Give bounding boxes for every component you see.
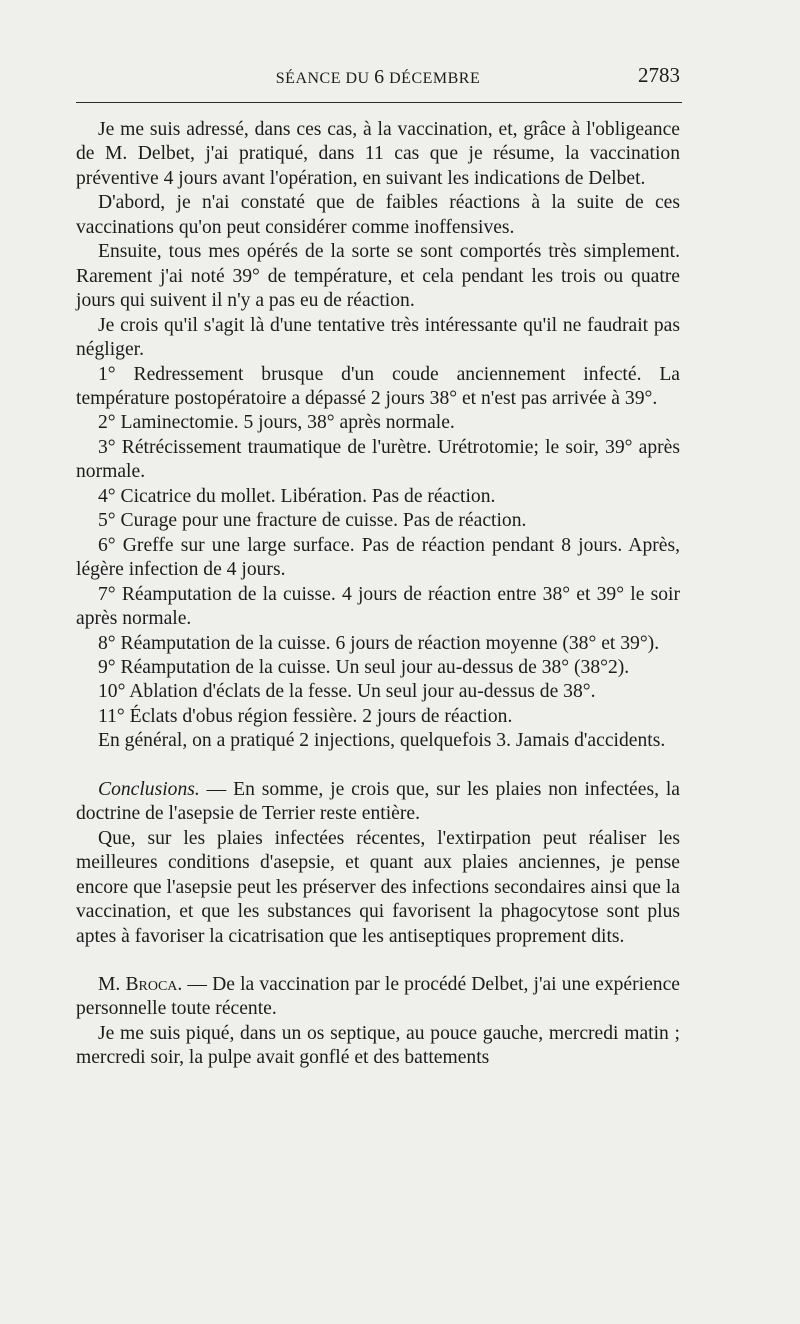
paragraph: Je me suis adressé, dans ces cas, à la vaccination, et, grâce à l'obligeance de M. Delbet, j'ai pratiqué, dans 11 cas que je résume, la vaccination préventive 4 jours avant l'opération, en suivant les indications de Delbet.: [76, 119, 680, 189]
paragraph: Je me suis piqué, dans un os septique, au pouce gauche, mercredi matin ; mercredi soir, la pulpe avait gonflé et des battements: [76, 1022, 680, 1069]
page-number: 2783: [638, 63, 680, 87]
section-gap: [76, 949, 680, 973]
case-item: 10° Ablation d'éclats de la fesse. Un seul jour au-dessus de 38°.: [98, 681, 596, 703]
paragraph: Je crois qu'il s'agit là d'une tentative très intéressante qu'il ne faudrait pas négliger.: [76, 314, 680, 361]
paragraph: Que, sur les plaies infectées récentes, l'extirpation peut réaliser les meilleures conditions d'asepsie, et quant aux plaies anciennes, je pense encore que l'asepsie peut les préserver des infections secondaires ainsi que la vaccination, et que les substances qui favorisent la phagocytose sont plus aptes à favoriser la cicatrisation que les antiseptiques proprement dits.: [76, 827, 680, 947]
paragraph: Ensuite, tous mes opérés de la sorte se sont comportés très simplement. Rarement j'ai noté 39° de température, et cela pendant les trois ou quatre jours qui suivent il n'y a pas eu de réaction.: [76, 241, 680, 312]
case-item: 2° Laminectomie. 5 jours, 38° après normale.: [98, 412, 455, 434]
paragraph: En général, on a pratiqué 2 injections, quelquefois 3. Jamais d'accidents.: [98, 730, 666, 752]
speaker-name: Broca: [125, 973, 178, 995]
case-item: 5° Curage pour une fracture de cuisse. Pas de réaction.: [98, 510, 527, 532]
header-rule: [76, 102, 682, 103]
broca-paragraph: M. Broca. — De la vaccination par le procédé Delbet, j'ai une expérience personnelle toute récente.: [76, 973, 680, 1020]
running-header: [76, 62, 680, 92]
case-item: 6° Greffe sur une large surface. Pas de réaction pendant 8 jours. Après, légère infection de 4 jours.: [76, 534, 680, 581]
conclusions-paragraph: Conclusions. — En somme, je crois que, sur les plaies non infectées, la doctrine de l'asepsie de Terrier reste entière.: [76, 778, 680, 825]
case-item: 11° Éclats d'obus région fessière. 2 jours de réaction.: [98, 705, 513, 727]
section-gap: [76, 754, 680, 778]
case-item: 7° Réamputation de la cuisse. 4 jours de réaction entre 38° et 39° le soir après normale.: [76, 583, 680, 630]
text-body: [76, 118, 680, 1071]
header-title: SÉANCE DU 6 DÉCEMBRE: [275, 65, 481, 88]
case-item: 4° Cicatrice du mollet. Libération. Pas de réaction.: [98, 485, 496, 507]
case-item: 8° Réamputation de la cuisse. 6 jours de réaction moyenne (38° et 39°).: [98, 632, 660, 654]
case-item: 1° Redressement brusque d'un coude anciennement infecté. La température postopératoire a dépassé 2 jours 38° et n'est pas arrivée à 39°.: [76, 363, 680, 409]
case-item: 9° Réamputation de la cuisse. Un seul jour au-dessus de 38° (38°2).: [98, 656, 630, 678]
conclusions-label: Conclusions.: [98, 778, 200, 800]
paragraph: D'abord, je n'ai constaté que de faibles réactions à la suite de ces vaccinations qu'on peut considérer comme inoffensives.: [76, 192, 680, 238]
case-item: 3° Rétrécissement traumatique de l'urètre. Urétrotomie; le soir, 39° après normale.: [76, 436, 680, 483]
